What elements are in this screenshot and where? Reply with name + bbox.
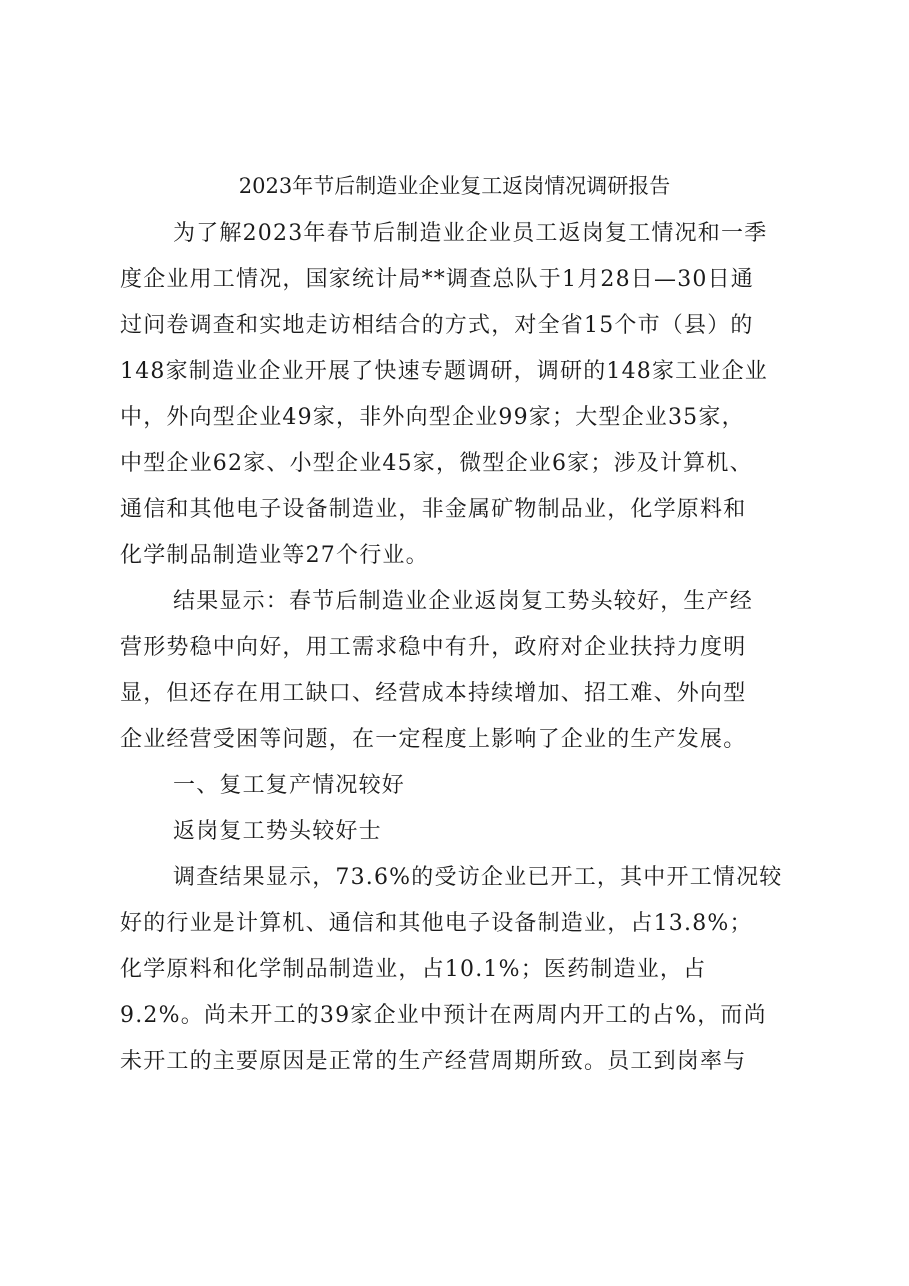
paragraph-line: 未开工的主要原因是正常的生产经营周期所致。员工到岗率与: [120, 1049, 747, 1074]
paragraph-line: 中型企业62家、小型企业45家，微型企业6家；涉及计算机、: [120, 451, 753, 476]
paragraph-line: 为了解2023年春节后制造业企业员工返岗复工情况和一季: [173, 221, 768, 246]
section-heading: 一、复工复产情况较好: [173, 773, 406, 798]
paragraph-line: 148家制造业企业开展了快速专题调研，调研的148家工业企业: [120, 359, 768, 384]
paragraph-line: 企业经营受困等问题，在一定程度上影响了企业的生产发展。: [120, 727, 747, 752]
paragraph-line: 化学制品制造业等27个行业。: [120, 543, 429, 568]
paragraph-line: 中，外向型企业49家，非外向型企业99家；大型企业35家，: [120, 405, 745, 430]
paragraph-line: 好的行业是计算机、通信和其他电子设备制造业，占13.8%；: [120, 911, 753, 936]
paragraph-line: 结果显示：春节后制造业企业返岗复工势头较好，生产经: [173, 589, 754, 614]
subsection-heading: 返岗复工势头较好士: [173, 819, 382, 844]
paragraph-line: 显，但还存在用工缺口、经营成本持续增加、招工难、外向型: [120, 681, 747, 706]
paragraph-line: 营形势稳中向好，用工需求稳中有升，政府对企业扶持力度明: [120, 635, 747, 660]
paragraph-line: 度企业用工情况，国家统计局**调查总队于1月28日—30日通: [120, 267, 754, 292]
document-title: 2023年节后制造业企业复工返岗情况调研报告: [238, 174, 671, 198]
paragraph-line: 通信和其他电子设备制造业，非金属矿物制品业，化学原料和: [120, 497, 747, 522]
paragraph-line: 过问卷调查和实地走访相结合的方式，对全省15个市（县）的: [120, 313, 754, 338]
paragraph-line: 化学原料和化学制品制造业，占10.1%；医药制造业，占: [120, 957, 707, 982]
paragraph-line: 9.2%。尚未开工的39家企业中预计在两周内开工的占%，而尚: [120, 1003, 767, 1028]
paragraph-line: 调查结果显示，73.6%的受访企业已开工，其中开工情况较: [173, 865, 783, 890]
